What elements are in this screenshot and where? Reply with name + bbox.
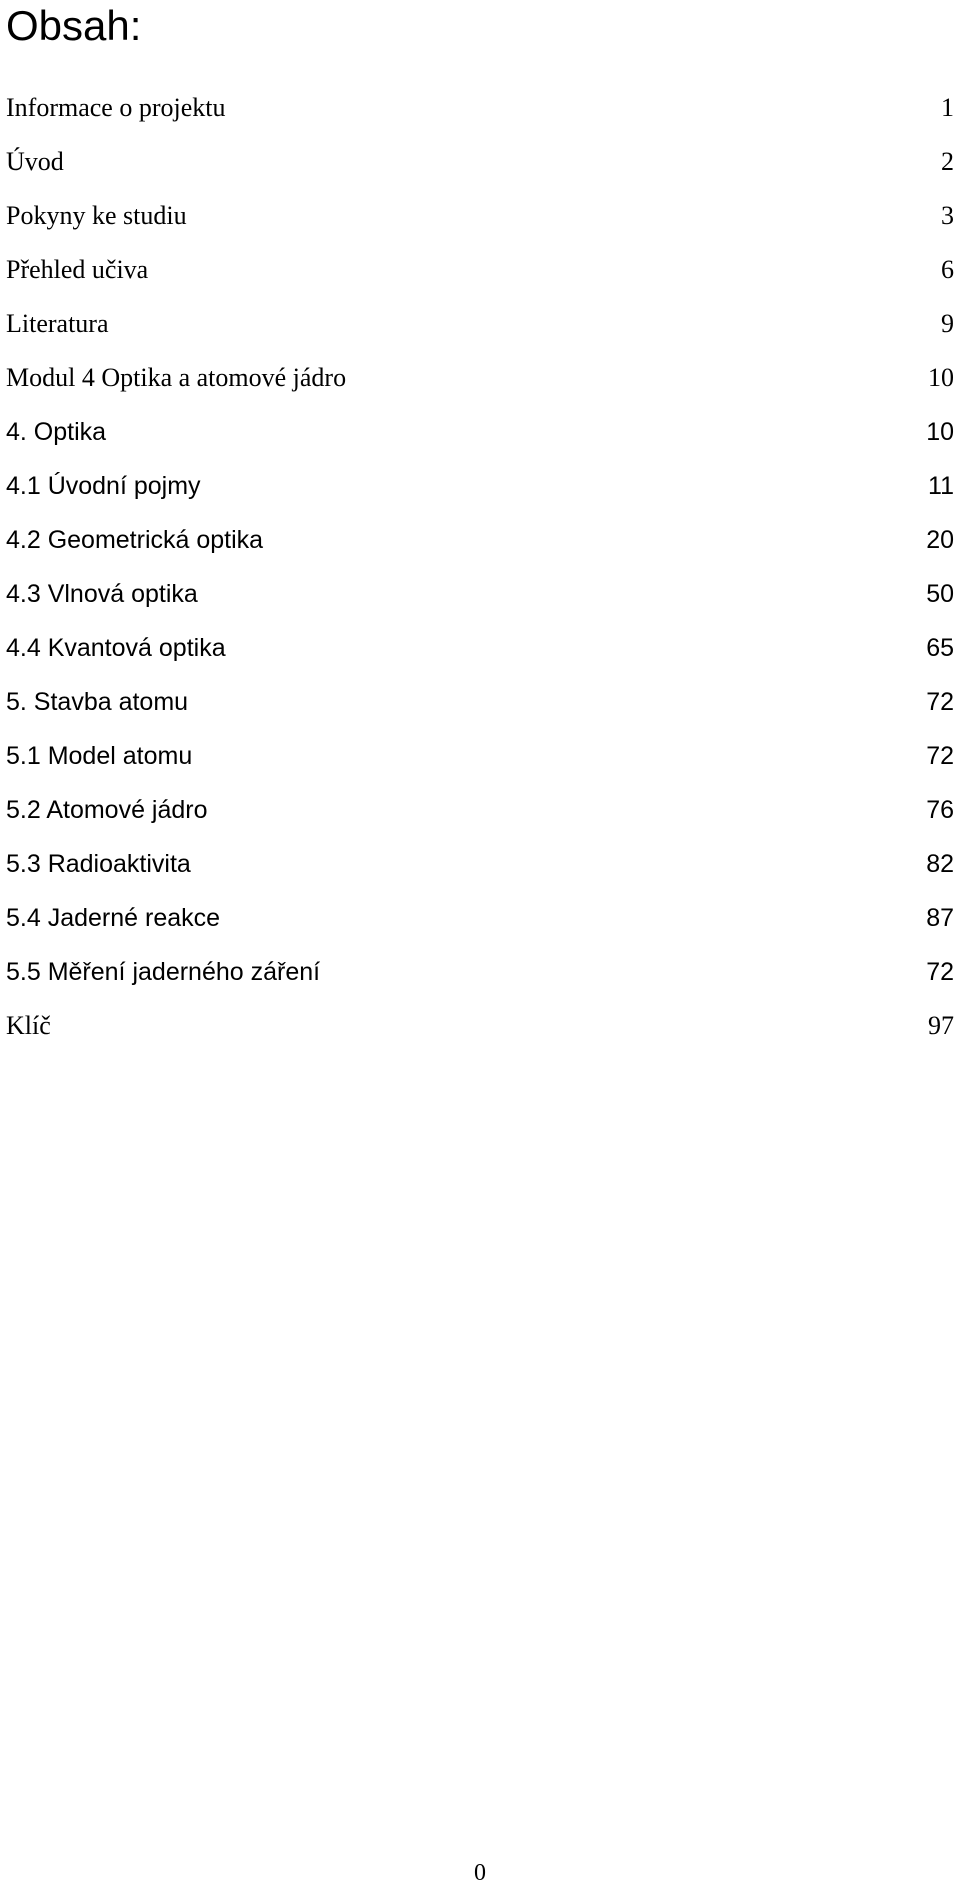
toc-entry-page: 76 xyxy=(926,796,954,824)
toc-entry[interactable] xyxy=(6,792,954,846)
toc-entry[interactable] xyxy=(6,846,954,900)
toc-entry-title: 4.1 Úvodní pojmy xyxy=(6,472,201,500)
toc-entry-title: 5. Stavba atomu xyxy=(6,688,189,716)
toc-entry-page: 11 xyxy=(928,472,954,500)
toc-entry-title: Klíč xyxy=(6,1011,51,1040)
toc-entry-page: 20 xyxy=(926,526,954,554)
table-of-contents xyxy=(6,90,954,1062)
toc-entry-page: 97 xyxy=(928,1011,954,1040)
toc-entry-title: 5.5 Měření jaderného záření xyxy=(6,958,321,986)
page-title: Obsah: xyxy=(6,2,142,49)
toc-entry-page: 1 xyxy=(941,93,954,122)
toc-entry-page: 82 xyxy=(926,850,954,878)
toc-entry-title: Úvod xyxy=(6,147,64,176)
toc-entry[interactable] xyxy=(6,252,954,306)
toc-entry-page: 65 xyxy=(926,634,954,662)
toc-entry[interactable] xyxy=(6,900,954,954)
toc-entry[interactable] xyxy=(6,1008,954,1062)
toc-entry-title: Literatura xyxy=(6,309,109,338)
toc-entry-page: 72 xyxy=(926,688,954,716)
toc-entry-title: 5.2 Atomové jádro xyxy=(6,796,208,824)
toc-entry[interactable] xyxy=(6,414,954,468)
toc-entry-page: 72 xyxy=(926,742,954,770)
toc-entry-page: 3 xyxy=(941,201,954,230)
toc-entry[interactable] xyxy=(6,522,954,576)
toc-entry[interactable] xyxy=(6,630,954,684)
toc-entry[interactable] xyxy=(6,306,954,360)
toc-entry-page: 87 xyxy=(926,904,954,932)
toc-entry[interactable] xyxy=(6,360,954,414)
toc-entry-title: Modul 4 Optika a atomové jádro xyxy=(6,363,347,392)
toc-entry-page: 10 xyxy=(928,363,954,392)
page-number: 0 xyxy=(474,1860,486,1886)
toc-entry-title: 4. Optika xyxy=(6,418,107,446)
toc-entry[interactable] xyxy=(6,954,954,1008)
toc-entry-title: 4.4 Kvantová optika xyxy=(6,634,226,662)
toc-entry-page: 6 xyxy=(941,255,954,284)
toc-entry-title: 5.3 Radioaktivita xyxy=(6,850,191,878)
toc-entry-page: 50 xyxy=(926,580,954,608)
toc-entry[interactable] xyxy=(6,576,954,630)
toc-entry-title: 5.4 Jaderné reakce xyxy=(6,904,221,932)
toc-entry-title: Pokyny ke studiu xyxy=(6,201,187,230)
toc-entry[interactable] xyxy=(6,468,954,522)
toc-entry[interactable] xyxy=(6,90,954,144)
toc-entry-title: Informace o projektu xyxy=(6,93,226,122)
toc-entry-title: 4.2 Geometrická optika xyxy=(6,526,264,554)
toc-entry[interactable] xyxy=(6,738,954,792)
toc-entry-title: 4.3 Vlnová optika xyxy=(6,580,198,608)
toc-entry[interactable] xyxy=(6,198,954,252)
toc-entry[interactable] xyxy=(6,144,954,198)
toc-entry-page: 2 xyxy=(941,147,954,176)
toc-entry-page: 10 xyxy=(926,418,954,446)
toc-entry-title: 5.1 Model atomu xyxy=(6,742,193,770)
toc-entry[interactable] xyxy=(6,684,954,738)
toc-entry-page: 9 xyxy=(941,309,954,338)
toc-entry-title: Přehled učiva xyxy=(6,255,149,284)
toc-entry-page: 72 xyxy=(926,958,954,986)
